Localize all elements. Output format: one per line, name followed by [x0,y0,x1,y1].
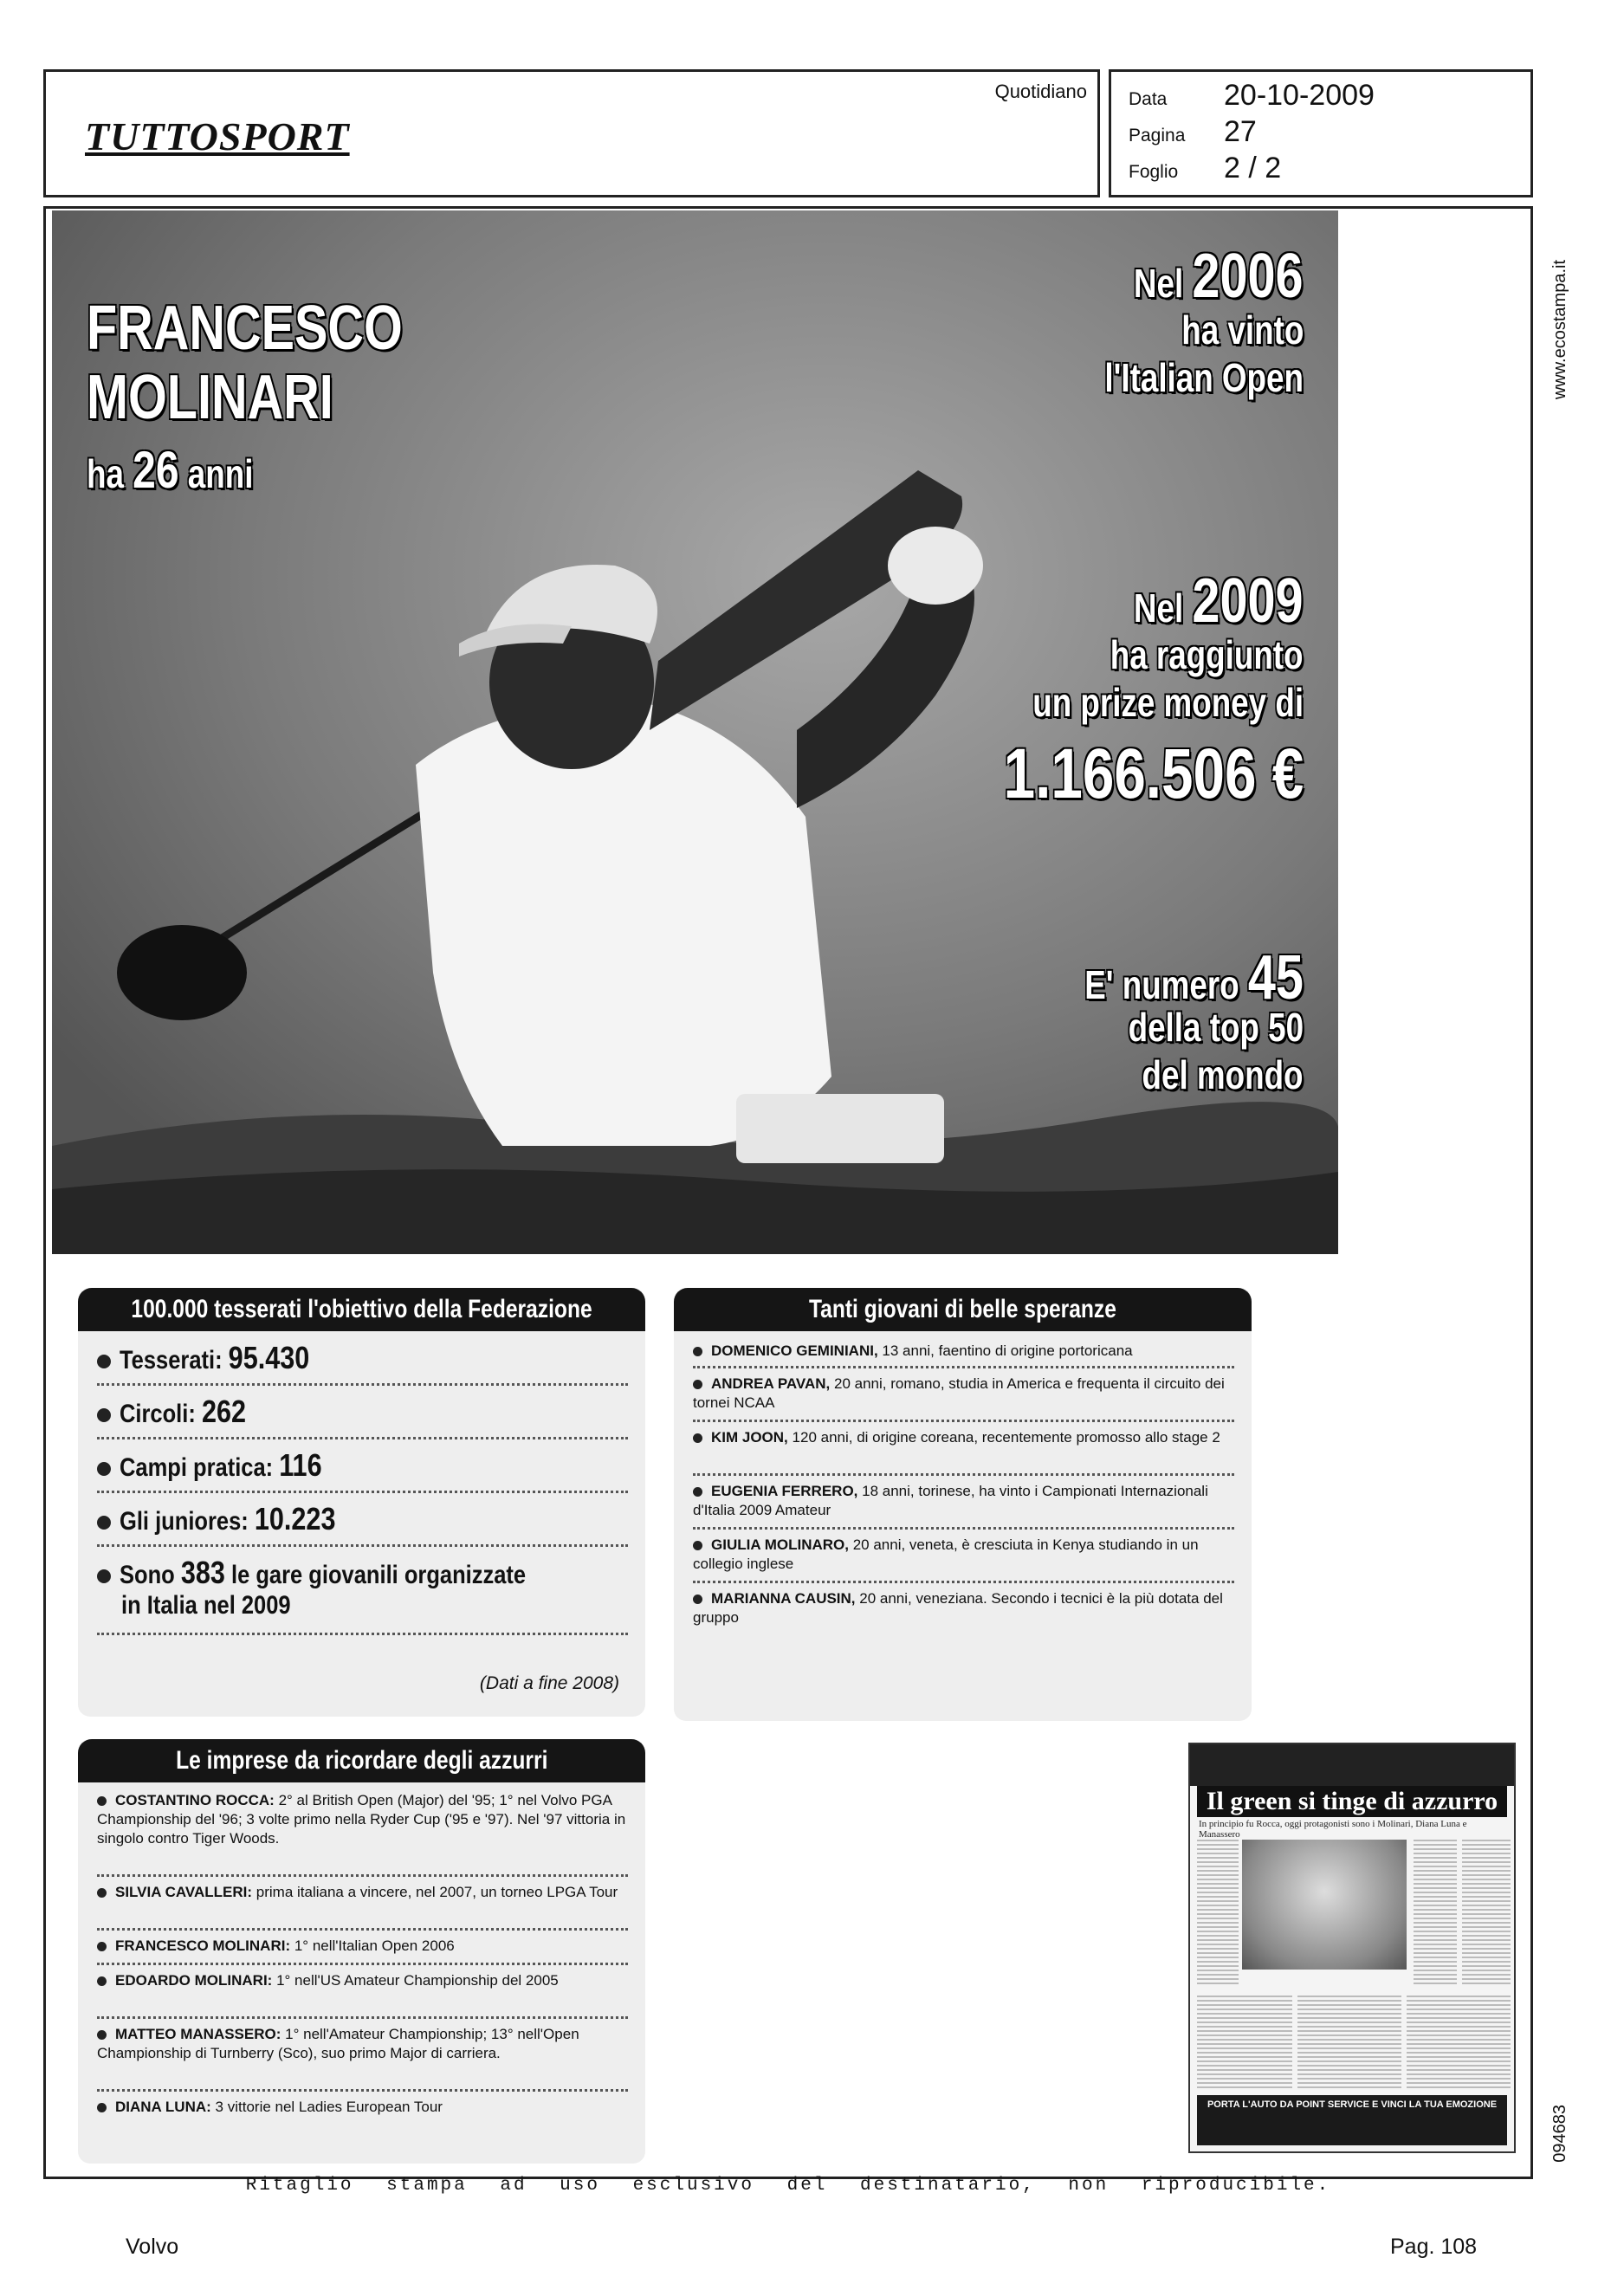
golfer-photo [52,210,1338,1254]
stat-label: Tesserati: [120,1346,223,1375]
games-post: le gare giovanili organizzate [231,1561,527,1589]
games-pre: Sono [120,1561,175,1589]
stat-label: Campi pratica: [120,1453,274,1482]
thumbnail-text-column [1414,1840,1457,1987]
page-row [1129,115,1257,149]
fact-2006-line2: ha vinto [1181,307,1304,353]
azzurri-item: COSTANTINO ROCCA: 2° al British Open (Major) del '95; 1° nel Volvo PGA Championship del '96; 3 volte primo nella Ryder Cup ('95 e '97). Nel '97 vittoria in singolo contro Tiger Woods. [97,1791,628,1877]
bullet-icon [97,1796,107,1806]
thumbnail-text-column [1407,1996,1511,2089]
games-num: 383 [180,1555,225,1590]
player-first-name: FRANCESCO [87,294,403,363]
games-line2: in Italia nel 2009 [121,1591,291,1620]
meta-info-box [1109,69,1533,197]
reproduction-note: Ritaglio stampa ad uso esclusivo del destinatario, non riproducibile. [245,2176,1331,2196]
thumbnail-photo [1242,1840,1407,1970]
stat-value: 95.430 [228,1340,310,1375]
thumbnail-text-column [1297,1996,1401,2089]
bullet-icon [97,1942,107,1951]
bullet-icon [97,1355,111,1368]
stat-tesserati [97,1340,628,1386]
ranking-line3: del mondo [1142,1052,1304,1097]
age-pre: ha [87,451,124,496]
stat-label: Circoli: [120,1400,196,1428]
stat-value: 116 [279,1447,322,1483]
bullet-icon [693,1433,702,1443]
side-code: 094683 [1550,2105,1569,2163]
newspaper-header [43,69,1100,197]
azzurri-item: MATTEO MANASSERO: 1° nell'Amateur Championship; 13° nell'Open Championship di Turnberry (Sco), suo primo Major di carriera. [97,2025,628,2092]
sheet-label: Foglio [1129,162,1179,182]
young-item: DOMENICO GEMINIANI, 13 anni, faentino di origine portoricana [693,1342,1234,1368]
young-item: EUGENIA FERRERO, 18 anni, torinese, ha vinto i Campionati Internazionali d'Italia 2009 Amateur [693,1482,1234,1530]
footer-client: Volvo [126,2235,179,2259]
azzurri-item: EDOARDO MOLINARI: 1° nell'US Amateur Championship del 2005 [97,1971,628,2019]
bullet-icon [693,1595,702,1604]
azzurri-box [78,1739,645,2164]
bullet-icon [97,2103,107,2112]
young-item: GIULIA MOLINARO, 20 anni, veneta, è cresciuta in Kenya studiando in un collegio inglese [693,1536,1234,1583]
player-last-name: MOLINARI [87,363,333,432]
thumbnail-text-column [1462,1840,1511,1987]
stat-juniores [97,1501,628,1547]
newspaper-logo: TUTTOSPORT [85,114,350,158]
thumbnail-ad-banner: PORTA L'AUTO DA POINT SERVICE E VINCI LA TUA EMOZIONE [1197,2095,1507,2145]
age-post: anni [187,451,254,496]
fact-2009-year [1134,566,1304,636]
fact-2009-line2: ha raggiunto [1110,632,1304,677]
ranking-line2: della top 50 [1128,1005,1304,1050]
fact-2006-num: 2006 [1192,242,1304,311]
fact-2009-num: 2009 [1192,566,1304,636]
bullet-icon [693,1347,702,1356]
bullet-icon [693,1541,702,1550]
federation-title: 100.000 tesserati l'obiettivo della Federazione [78,1288,645,1331]
thumbnail-subtitle: In principio fu Rocca, oggi protagonisti sono i Molinari, Diana Luna e Manassero [1199,1819,1467,1840]
stat-value: 10.223 [254,1501,336,1536]
bullet-icon [97,1976,107,1986]
thumbnail-text-column [1197,1840,1239,1987]
azzurri-item: FRANCESCO MOLINARI: 1° nell'Italian Open 2006 [97,1937,628,1965]
azzurri-item: DIANA LUNA: 3 vittorie nel Ladies European Tour [97,2098,628,2124]
bullet-icon [97,1408,111,1422]
date-label: Data [1129,89,1168,109]
page-value: 27 [1224,115,1257,148]
bullet-icon [97,2030,107,2040]
date-value: 20-10-2009 [1224,79,1375,112]
side-url: www.ecostampa.it [1550,260,1569,400]
young-item: KIM JOON, 120 anni, di origine coreana, recentemente promosso allo stage 2 [693,1428,1234,1476]
fact-2009-line3: un prize money di [1032,680,1304,725]
fact-2006-year [1134,242,1304,311]
date-row [1129,79,1375,113]
bullet-icon [97,1462,111,1476]
young-item: MARIANNA CAUSIN, 20 anni, veneziana. Secondo i tecnici è la più dotata del gruppo [693,1590,1223,1626]
data-note: (Dati a fine 2008) [479,1673,619,1693]
prize-money: 1.166.506 € [1003,734,1304,813]
ranking-pre: E' numero [1084,962,1239,1007]
fact-2006-pre: Nel [1134,261,1184,306]
player-age [87,441,254,499]
young-item: ANDREA PAVAN, 20 anni, romano, studia in America e frequenta il circuito dei tornei NCAA [693,1375,1234,1422]
page-label: Pagina [1129,126,1186,146]
stat-circoli [97,1394,628,1439]
azzurri-item: SILVIA CAVALLERI: prima italiana a vincere, nel 2007, un torneo LPGA Tour [97,1883,628,1931]
fact-2009-pre: Nel [1134,585,1184,631]
footer-page: Pag. 108 [1390,2235,1478,2259]
stat-value: 262 [201,1394,247,1429]
young-title: Tanti giovani di belle speranze [674,1288,1252,1331]
bullet-icon [97,1516,111,1530]
bullet-icon [693,1380,702,1389]
ranking-num: 45 [1247,943,1304,1012]
stat-campi [97,1447,628,1493]
thumbnail-header [1190,1744,1514,1786]
page-thumbnail [1188,1743,1516,2153]
stat-gare [97,1555,628,1635]
age-number: 26 [133,441,179,499]
thumbnail-text-column [1197,1996,1292,2089]
fact-2006-line3: l'Italian Open [1104,355,1304,400]
stat-label: Gli juniores: [120,1507,249,1536]
sheet-row [1129,152,1281,185]
azzurri-title: Le imprese da ricordare degli azzurri [78,1739,645,1782]
federation-box [78,1288,645,1717]
ranking-line1 [1084,943,1304,1012]
young-talents-box [674,1288,1252,1721]
sheet-value: 2 / 2 [1224,152,1282,184]
bullet-icon [97,1888,107,1898]
bullet-icon [693,1487,702,1497]
thumbnail-title: Il green si tinge di azzurro [1197,1786,1507,1817]
bullet-icon [97,1569,111,1583]
publication-type: Quotidiano [994,81,1087,102]
